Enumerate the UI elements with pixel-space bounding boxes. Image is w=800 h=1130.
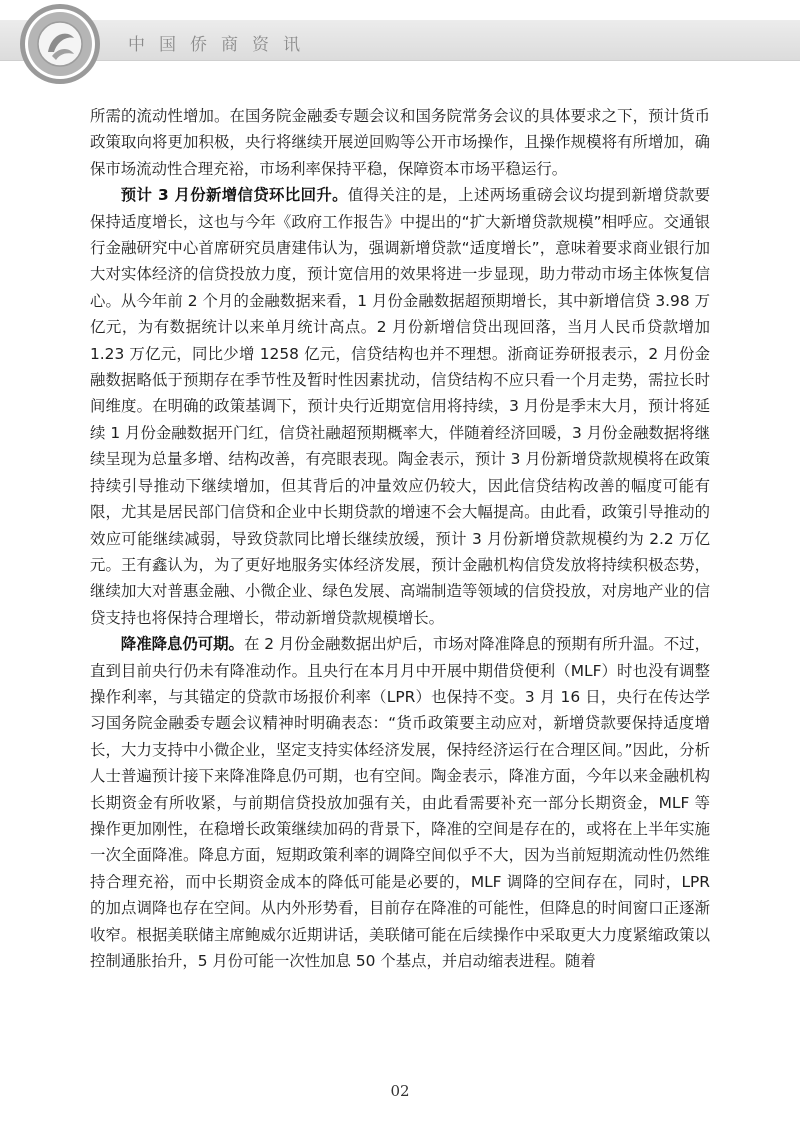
paragraph-text: 值得关注的是，上述两场重磅会议均提到新增贷款要保持适度增长，这也与今年《政府工作报告》中提出的“扩大新增贷款规模”相呼应。交通银行金融研究中心首席研究员唐建伟认为，强调新增贷款“适度增长”，意味着要求商业银行加大对实体经济的信贷投放力度，预计宽信用的效果将进一步显现，助力带动市场主体恢复信心。从今年前 2 个月的金融数据来看，1 月份金融数据超预期增长，其中新增信贷 3.98 万亿元，为有数据统计以来单月统计高点。2 月份新增信贷出现回落，当月人民币贷款增加 1.23 万亿元，同比少增 1258 亿元，信贷结构也并不理想。浙商证券研报表示，2 月份金融数据略低于预期存在季节性及暂时性因素扰动，信贷结构不应只看一个月走势，需拉长时间维度。在明确的政策基调下，预计央行近期宽信用将持续，3 月份是季末大月，预计将延续 1 月份金融数据开门红，信贷社融超预期概率大，伴随着经济回暖，3 月份金融数据将继续呈现为总量多增、结构改善，有亮眼表现。陶金表示，预计 3 月份新增贷款规模将在政策持续引导推动下继续增加，但其背后的冲量效应仍较大，因此信贷结构改善的幅度可能有限，尤其是居民部门信贷和企业中长期贷款的增速不会大幅提高。由此看，政策引导推动的效应可能继续减弱，导致贷款同比增长继续放缓，预计 3 月份新增贷款规模约为 2.2 万亿元。王有鑫认为，为了更好地服务实体经济发展，预计金融机构信贷发放将持续积极态势，继续加大对普惠金融、小微企业、绿色发展、高端制造等领域的信贷投放，对房地产业的信贷支持也将保持合理增长，带动新增贷款规模增长。 (90, 186, 710, 627)
paragraph-text: 在 2 月份金融数据出炉后，市场对降准降息的预期有所升温。不过，直到目前央行仍未有降准动作。且央行在本月月中开展中期借贷便利（MLF）时也没有调整操作利率，与其锚定的贷款市场报价利率（LPR）也保持不变。3 月 16 日，央行在传达学习国务院金融委专题会议精神时明确表态：“货币政策要主动应对，新增贷款要保持适度增长，大力支持中小微企业，坚定支持实体经济发展，保持经济运行在合理区间。”因此，分析人士普遍预计接下来降准降息仍可期，也有空间。陶金表示，降准方面，今年以来金融机构长期资金有所收紧，与前期信贷投放加强有关，由此看需要补充一部分长期资金，MLF 等操作更加刚性，在稳增长政策继续加码的背景下，降准的空间是存在的，或将在上半年实施一次全面降准。降息方面，短期政策利率的调降空间似乎不大，因为当前短期流动性仍然维持合理充裕，而中长期资金成本的降低可能是必要的，MLF 调降的空间存在，同时，LPR 的加点调降也存在空间。从内外形势看，目前存在降准的可能性，但降息的时间窗口正逐渐收窄。根据美联储主席鲍威尔近期讲话，美联储可能在后续操作中采取更大力度紧缩政策以控制通胀抬升，5 月份可能一次性加息 50 个基点，并启动缩表进程。随着 (90, 635, 710, 970)
paragraph-text: 所需的流动性增加。在国务院金融委专题会议和国务院常务会议的具体要求之下，预计货币政策取向将更加积极，央行将继续开展逆回购等公开市场操作，且操作规模将有所增加，确保市场流动性合理充裕，市场利率保持平稳，保障资本市场平稳运行。 (90, 107, 710, 178)
paragraph-lead: 预计 3 月份新增信贷环比回升。 (120, 186, 348, 205)
chamber-logo-icon (18, 2, 102, 86)
article-body (90, 103, 710, 974)
paragraph-rate-cuts (90, 631, 710, 974)
header-bar (0, 20, 800, 61)
page-header (0, 0, 800, 100)
page-number: 02 (390, 1082, 410, 1100)
paragraph-continuation (90, 103, 710, 182)
header-title: 中国侨商资讯 (128, 35, 314, 55)
paragraph-lead: 降准降息仍可期。 (120, 635, 244, 654)
paragraph-new-loans (90, 182, 710, 631)
